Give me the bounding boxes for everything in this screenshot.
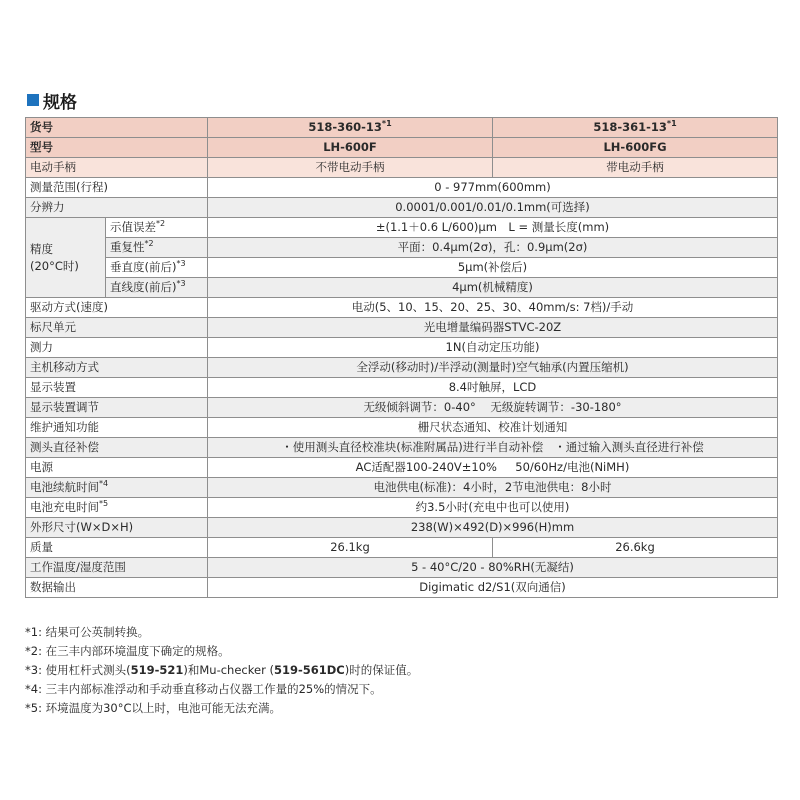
table-row bbox=[26, 138, 778, 158]
title-text: 规格 bbox=[43, 92, 77, 113]
row-label: 显示装置调节 bbox=[26, 398, 208, 418]
row-value bbox=[208, 398, 778, 418]
row-value: 0 - 977mm(600mm) bbox=[208, 178, 778, 198]
row-label: 测力 bbox=[26, 338, 208, 358]
row-label: 数据输出 bbox=[26, 578, 208, 598]
table-row bbox=[26, 318, 778, 338]
accuracy-group-label: 精度 (20°C时) bbox=[26, 218, 106, 298]
model-1: LH-600F bbox=[208, 138, 493, 158]
row-label: 主机移动方式 bbox=[26, 358, 208, 378]
item-no-2: 518-361-13$^{*1}$ bbox=[493, 118, 778, 138]
row-value: 8.4吋触屏，LCD bbox=[208, 378, 778, 398]
row-value: 栅尺状态通知、校准计划通知 bbox=[208, 418, 778, 438]
mass-1: 26.1kg bbox=[208, 538, 493, 558]
table-row bbox=[26, 198, 778, 218]
footnotes bbox=[25, 623, 785, 718]
row-label: 型号 bbox=[26, 138, 208, 158]
table-row bbox=[26, 358, 778, 378]
table-row bbox=[26, 518, 778, 538]
table-row bbox=[26, 498, 778, 518]
row-label: 电源 bbox=[26, 458, 208, 478]
table-row bbox=[26, 178, 778, 198]
row-value: ±(1.1＋0.6 L/600)μm L = 测量长度(mm) bbox=[208, 218, 778, 238]
footnote-1: *1: 结果可公英制转换。 bbox=[25, 625, 150, 639]
row-label: 分辨力 bbox=[26, 198, 208, 218]
accuracy-sub-label: 示值误差$^{*2}$ bbox=[106, 218, 208, 238]
row-value: 0.0001/0.001/0.01/0.1mm(可选择) bbox=[208, 198, 778, 218]
table-row bbox=[26, 458, 778, 478]
table-row bbox=[26, 158, 778, 178]
accuracy-sub-label: 垂直度(前后)$^{*3}$ bbox=[106, 258, 208, 278]
table-row bbox=[26, 418, 778, 438]
row-value: 电动(5、10、15、20、25、30、40mm/s: 7档)/手动 bbox=[208, 298, 778, 318]
handle-2: 带电动手柄 bbox=[493, 158, 778, 178]
row-label: 电池充电时间$^{*5}$ bbox=[26, 498, 208, 518]
table-row bbox=[26, 398, 778, 418]
table-row bbox=[26, 118, 778, 138]
probe-comp-input: ・通过输入测头直径进行补偿 bbox=[554, 440, 704, 454]
row-label: 工作温度/湿度范围 bbox=[26, 558, 208, 578]
table-row bbox=[26, 538, 778, 558]
row-value: 光电增量编码器STVC-20Z bbox=[208, 318, 778, 338]
row-value: 全浮动(移动时)/半浮动(测量时)空气轴承(内置压缩机) bbox=[208, 358, 778, 378]
table-row bbox=[26, 478, 778, 498]
row-label: 电动手柄 bbox=[26, 158, 208, 178]
footnote-5: *5: 环境温度为30°C以上时，电池可能无法充满。 bbox=[25, 701, 282, 715]
power-adapter: AC适配器100-240V±10% bbox=[355, 460, 497, 474]
table-row bbox=[26, 578, 778, 598]
row-label: 维护通知功能 bbox=[26, 418, 208, 438]
table-row bbox=[26, 378, 778, 398]
table-row bbox=[26, 238, 778, 258]
table-row bbox=[26, 438, 778, 458]
item-no-1: 518-360-13$^{*1}$ bbox=[208, 118, 493, 138]
table-row bbox=[26, 218, 778, 238]
spec-table bbox=[25, 117, 778, 598]
row-value: 5μm(补偿后) bbox=[208, 258, 778, 278]
table-row bbox=[26, 338, 778, 358]
row-label: 测量范围(行程) bbox=[26, 178, 208, 198]
title-square-icon bbox=[27, 94, 39, 106]
table-row bbox=[26, 258, 778, 278]
table-row bbox=[26, 278, 778, 298]
model-2: LH-600FG bbox=[493, 138, 778, 158]
row-value: 4μm(机械精度) bbox=[208, 278, 778, 298]
table-row bbox=[26, 558, 778, 578]
row-value: 1N(自动定压功能) bbox=[208, 338, 778, 358]
display-adj-tilt: 无级倾斜调节：0-40° bbox=[363, 400, 476, 414]
row-label: 外形尺寸(W×D×H) bbox=[26, 518, 208, 538]
handle-1: 不带电动手柄 bbox=[208, 158, 493, 178]
footnote-3: *3: 使用杠杆式测头(519-521)和Mu-checker (519-561DC)时的保证值。 bbox=[25, 663, 419, 677]
row-value: 电池供电(标准)：4小时，2节电池供电：8小时 bbox=[208, 478, 778, 498]
footnote-2: *2: 在三丰内部环境温度下确定的规格。 bbox=[25, 644, 230, 658]
row-value: 238(W)×492(D)×996(H)mm bbox=[208, 518, 778, 538]
table-row bbox=[26, 298, 778, 318]
mass-2: 26.6kg bbox=[493, 538, 778, 558]
row-value: Digimatic d2/S1(双向通信) bbox=[208, 578, 778, 598]
power-battery: 50/60Hz/电池(NiMH) bbox=[515, 460, 630, 474]
probe-comp-semi-auto: ・使用测头直径校准块(标准附属品)进行半自动补偿 bbox=[281, 440, 544, 454]
row-value: 5 - 40°C/20 - 80%RH(无凝结) bbox=[208, 558, 778, 578]
page-title bbox=[27, 88, 77, 112]
row-value bbox=[208, 458, 778, 478]
row-label: 显示装置 bbox=[26, 378, 208, 398]
accuracy-sub-label: 重复性$^{*2}$ bbox=[106, 238, 208, 258]
footnote-4: *4: 三丰内部标准浮动和手动垂直移动占仪器工作量的25%的情况下。 bbox=[25, 682, 382, 696]
row-label: 电池续航时间$^{*4}$ bbox=[26, 478, 208, 498]
display-adj-rotate: 无级旋转调节：-30-180° bbox=[490, 400, 622, 414]
row-label: 货号 bbox=[26, 118, 208, 138]
row-value bbox=[208, 438, 778, 458]
row-value: 约3.5小时(充电中也可以使用) bbox=[208, 498, 778, 518]
row-value: 平面：0.4μm(2σ)，孔：0.9μm(2σ) bbox=[208, 238, 778, 258]
row-label: 驱动方式(速度) bbox=[26, 298, 208, 318]
row-label: 标尺单元 bbox=[26, 318, 208, 338]
row-label: 质量 bbox=[26, 538, 208, 558]
accuracy-sub-label: 直线度(前后)$^{*3}$ bbox=[106, 278, 208, 298]
row-label: 测头直径补偿 bbox=[26, 438, 208, 458]
